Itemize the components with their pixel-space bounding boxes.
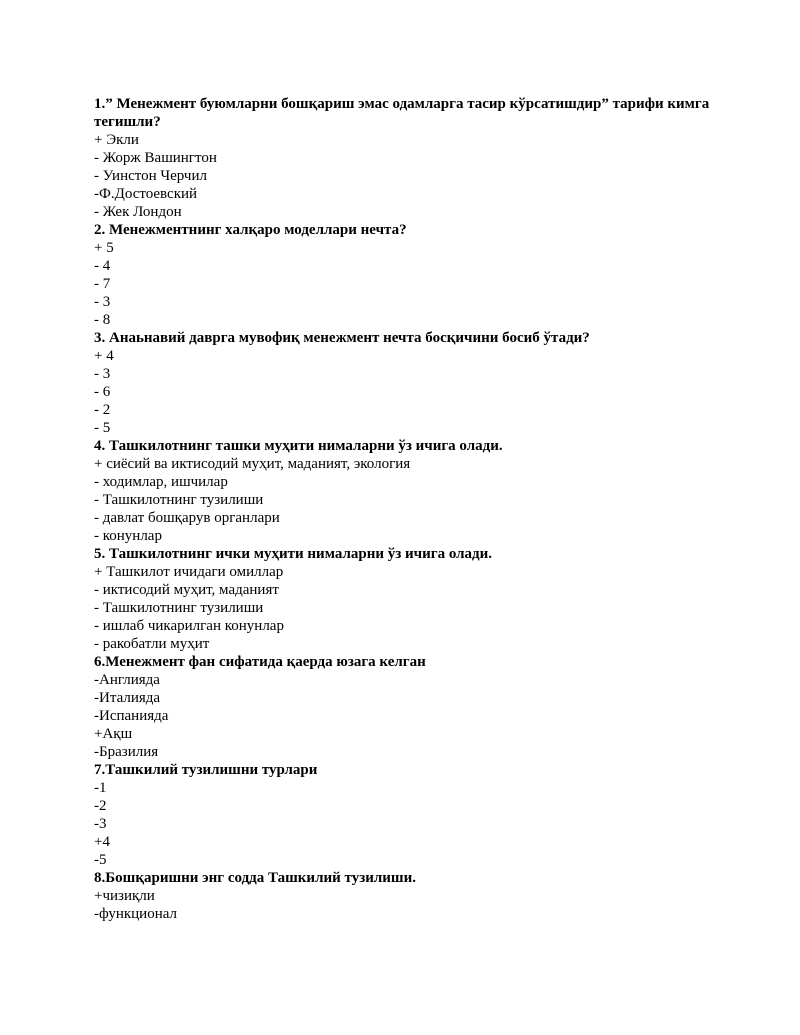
question-2 bbox=[94, 221, 714, 329]
answer-option: -5 bbox=[94, 852, 107, 868]
answer-option: - ходимлар, ишчилар bbox=[94, 474, 228, 490]
answer-option: + Ташкилот ичидаги омиллар bbox=[94, 564, 284, 580]
answer-option: - Ташкилотнинг тузилиши bbox=[94, 600, 264, 616]
answer-option: -3 bbox=[94, 816, 107, 832]
question-text: 6.Менежмент фан сифатида қаерда юзага келган bbox=[94, 654, 426, 670]
question-3 bbox=[94, 329, 714, 437]
question-7 bbox=[94, 761, 714, 869]
answer-option: -Испанияда bbox=[94, 708, 169, 724]
answer-option: - 2 bbox=[94, 402, 111, 418]
answer-option: - 3 bbox=[94, 366, 111, 382]
answer-option: -Ф.Достоевский bbox=[94, 186, 198, 202]
answer-option: - Ташкилотнинг тузилиши bbox=[94, 492, 264, 508]
answer-option: - конунлар bbox=[94, 528, 162, 544]
answer-option: - 5 bbox=[94, 420, 111, 436]
answer-option: - 3 bbox=[94, 294, 111, 310]
question-text: 4. Ташкилотнинг ташки муҳити нималарни ўз ичига олади. bbox=[94, 438, 503, 454]
answer-option: - давлат бошқарув органлари bbox=[94, 510, 280, 526]
question-text: 7.Ташкилий тузилишни турлари bbox=[94, 762, 318, 778]
question-text: 3. Анаьнавий даврга мувофиқ менежмент нечта босқичини босиб ўтади? bbox=[94, 330, 590, 346]
answer-option: -2 bbox=[94, 798, 107, 814]
answer-option: - 4 bbox=[94, 258, 111, 274]
question-text: 5. Ташкилотнинг ички муҳити нималарни ўз ичига олади. bbox=[94, 546, 493, 562]
answer-option: - 7 bbox=[94, 276, 111, 292]
answer-option: -Италияда bbox=[94, 690, 161, 706]
question-1 bbox=[94, 95, 714, 221]
answer-option: + 4 bbox=[94, 348, 114, 364]
answer-option: - Уинстон Черчил bbox=[94, 168, 207, 184]
answer-option: + сиёсий ва иктисодий муҳит, маданият, экология bbox=[94, 456, 411, 472]
answer-option: + Экли bbox=[94, 132, 139, 148]
question-4 bbox=[94, 437, 714, 545]
question-text: 1.” Менежмент буюмларни бошқариш эмас одамларга тасир кўрсатишдир” тарифи кимга тегишли? bbox=[94, 96, 710, 130]
answer-option: -1 bbox=[94, 780, 107, 796]
question-8 bbox=[94, 869, 714, 923]
answer-option: - Жорж Вашингтон bbox=[94, 150, 217, 166]
question-text: 2. Менежментнинг халқаро моделлари нечта? bbox=[94, 222, 407, 238]
answer-option: -Англияда bbox=[94, 672, 160, 688]
answer-option: -Бразилия bbox=[94, 744, 159, 760]
answer-option: - 6 bbox=[94, 384, 111, 400]
answer-option: - 8 bbox=[94, 312, 111, 328]
answer-option: - Жек Лондон bbox=[94, 204, 182, 220]
answer-option: +чизиқли bbox=[94, 888, 155, 904]
answer-option: -функционал bbox=[94, 906, 178, 922]
answer-option: - ишлаб чикарилган конунлар bbox=[94, 618, 284, 634]
answer-option: + 5 bbox=[94, 240, 114, 256]
question-5 bbox=[94, 545, 714, 653]
question-text: 8.Бошқаришни энг содда Ташкилий тузилиши. bbox=[94, 870, 416, 886]
document-page bbox=[94, 95, 714, 923]
answer-option: +Ақш bbox=[94, 726, 133, 742]
answer-option: - ракобатли муҳит bbox=[94, 636, 210, 652]
answer-option: +4 bbox=[94, 834, 110, 850]
question-6 bbox=[94, 653, 714, 761]
answer-option: - иктисодий муҳит, маданият bbox=[94, 582, 279, 598]
